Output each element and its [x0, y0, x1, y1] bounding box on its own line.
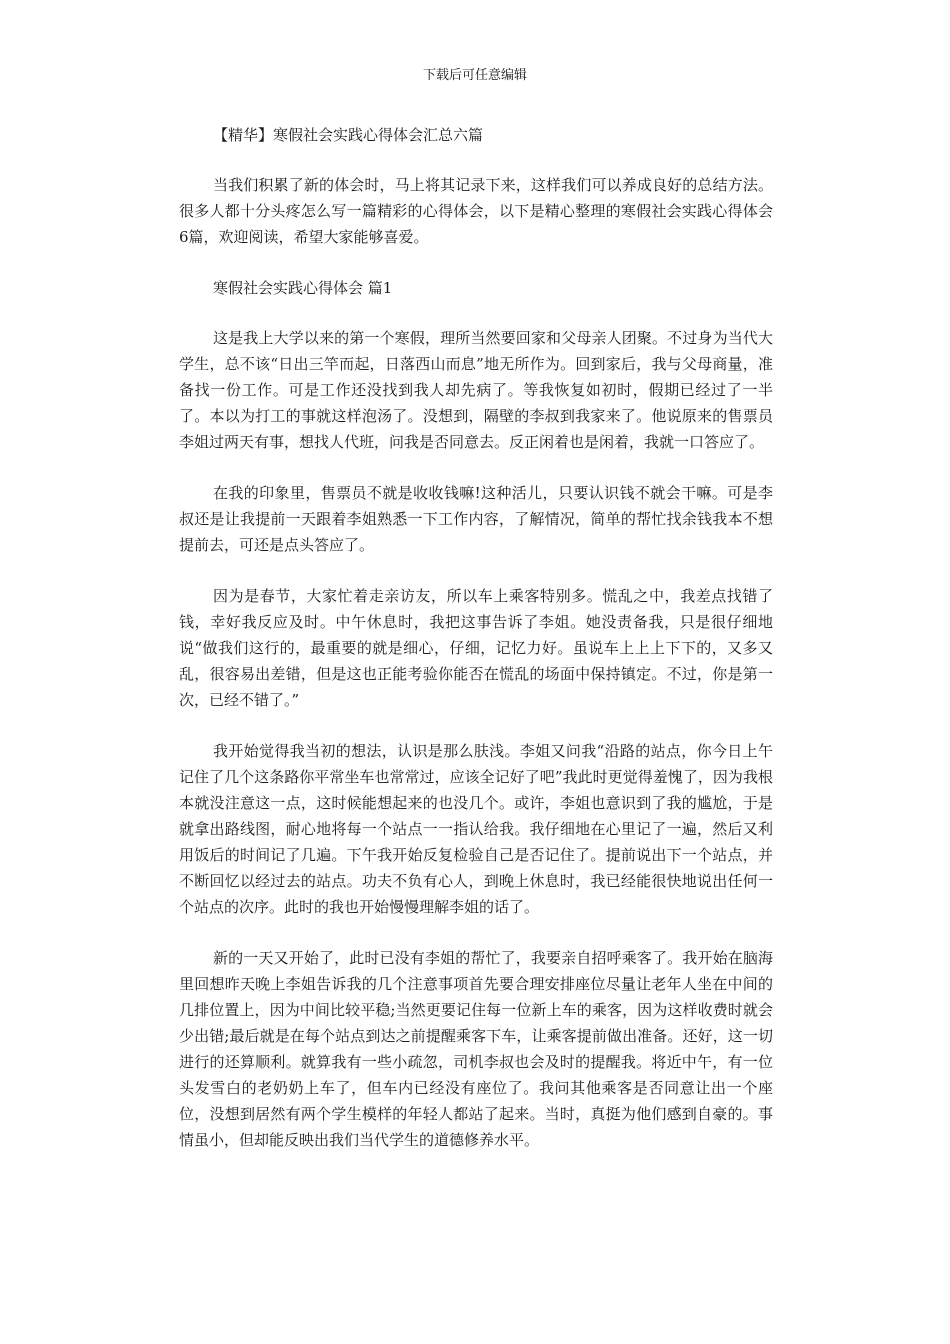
page-header-note: 下载后可任意编辑 — [422, 68, 527, 83]
body-paragraph: 因为是春节，大家忙着走亲访友，所以车上乘客特别多。慌乱之中，我差点找错了钱，幸好我反应及时。中午休息时，我把这事告诉了李姐。她没责备我，只是很仔细地说“做我们这行的，最重要的就是细心，仔细，记忆力好。虽说车上上上下下的，又多又乱，很容易出差错，但是这也正能考验你能否在慌乱的场面中保持镇定。不过，你是第一次，已经不错了。” — [179, 587, 773, 709]
intro-paragraph: 当我们积累了新的体会时，马上将其记录下来，这样我们可以养成良好的总结方法。很多人都十分头疼怎么写一篇精彩的心得体会，以下是精心整理的寒假社会实践心得体会6篇，欢迎阅读，希望大家能够喜爱。 — [179, 176, 773, 246]
body-paragraph: 我开始觉得我当初的想法，认识是那么肤浅。李姐又问我“沿路的站点，你今日上午记住了几个这条路你平常坐车也常常过，应该全记好了吧”我此时更觉得羞愧了，因为我根本就没注意这一点，这时候能想起来的也没几个。或许，李姐也意识到了我的尴尬，于是就拿出路线图，耐心地将每一个站点一一指认给我。我仔细地在心里记了一遍，然后又利用饭后的时间记了几遍。下午我开始反复检验自己是否记住了。提前说出下一个站点，并不断回忆以经过去的站点。功夫不负有心人，到晚上休息时，我已经能很快地说出任何一个站点的次序。此时的我也开始慢慢理解李姐的话了。 — [179, 742, 773, 916]
document-body — [179, 122, 773, 1178]
document-title: 【精华】寒假社会实践心得体会汇总六篇 — [213, 126, 484, 144]
body-paragraph: 新的一天又开始了，此时已没有李姐的帮忙了，我要亲自招呼乘客了。我开始在脑海里回想昨天晚上李姐告诉我的几个注意事项首先要合理安排座位尽量让老年人坐在中间的几排位置上，因为中间比较平稳;当然更要记住每一位新上车的乘客，因为这样收费时就会少出错;最后就是在每个站点到达之前提醒乘客下车，让乘客提前做出准备。还好，这一切进行的还算顺利。就算我有一些小疏忽，司机李叔也会及时的提醒我。将近中午，有一位头发雪白的老奶奶上车了，但车内已经没有座位了。我问其他乘客是否同意让出一个座位，没想到居然有两个学生模样的年轻人都站了起来。当时，真挺为他们感到自豪的。事情虽小，但却能反映出我们当代学生的道德修养水平。 — [179, 949, 773, 1149]
section-title: 寒假社会实践心得体会 篇1 — [213, 279, 393, 297]
body-paragraph: 在我的印象里，售票员不就是收收钱嘛!这种活儿，只要认识钱不就会干嘛。可是李叔还是让我提前一天跟着李姐熟悉一下工作内容，了解情况，简单的帮忙找余钱我本不想提前去，可还是点头答应了。 — [179, 484, 773, 554]
body-paragraph: 这是我上大学以来的第一个寒假，理所当然要回家和父母亲人团聚。不过身为当代大学生，总不该“日出三竿而起，日落西山而息”地无所作为。回到家后，我与父母商量，准备找一份工作。可是工作还没找到我人却先病了。等我恢复如初时，假期已经过了一半了。本以为打工的事就这样泡汤了。没想到，隔壁的李叔到我家来了。他说原来的售票员李姐过两天有事，想找人代班，问我是否同意去。反正闲着也是闲着，我就一口答应了。 — [179, 329, 773, 451]
